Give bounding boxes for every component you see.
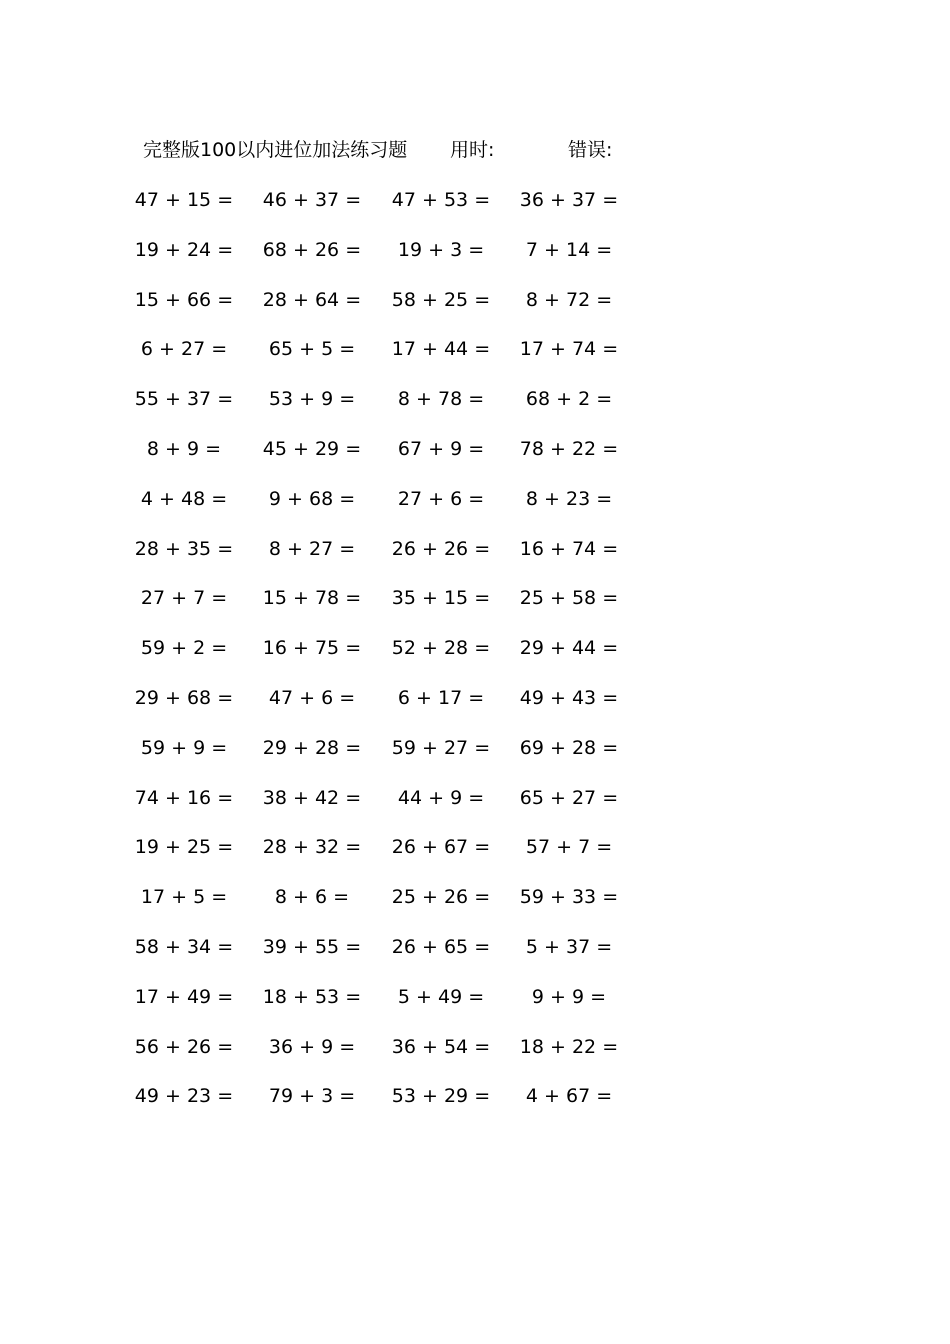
problem-cell: 53 + 9 = — [268, 388, 356, 411]
problem-row — [0, 334, 950, 364]
problem-cell: 28 + 32 = — [262, 836, 362, 859]
problem-cell: 29 + 68 = — [134, 687, 234, 709]
problem-cell: 4 + 67 = — [525, 1085, 613, 1108]
problem-cell: 5 + 49 = — [397, 985, 485, 1008]
problem-cell: 19 + 24 = — [134, 238, 234, 261]
problem-cell: 58 + 25 = — [391, 288, 491, 311]
problem-cell: 74 + 16 = — [134, 786, 234, 809]
problem-cell: 65 + 5 = — [268, 338, 356, 361]
problem-row — [0, 434, 950, 464]
problem-row — [0, 982, 950, 1012]
problem-cell: 29 + 44 = — [519, 637, 619, 660]
problem-cell: 18 + 53 = — [262, 985, 362, 1008]
problem-cell: 58 + 34 = — [134, 936, 234, 958]
problem-cell: 44 + 9 = — [397, 786, 485, 809]
time-used-label: 用时: — [450, 139, 495, 161]
problem-cell: 39 + 55 = — [262, 936, 362, 958]
problem-cell: 27 + 6 = — [397, 487, 485, 510]
problem-cell: 59 + 27 = — [391, 736, 491, 759]
problem-cell: 65 + 27 = — [519, 786, 619, 809]
problem-row — [0, 534, 950, 564]
problem-cell: 36 + 9 = — [268, 1035, 356, 1058]
problem-row — [0, 733, 950, 763]
problem-cell: 29 + 28 = — [262, 736, 362, 759]
problem-cell: 16 + 75 = — [262, 637, 362, 660]
problem-cell: 47 + 53 = — [391, 189, 491, 211]
problem-cell: 47 + 6 = — [268, 687, 356, 709]
problem-cell: 16 + 74 = — [519, 537, 619, 560]
problem-cell: 8 + 9 = — [146, 438, 222, 460]
worksheet-header — [143, 136, 663, 164]
problem-cell: 53 + 29 = — [391, 1085, 491, 1108]
problem-cell: 15 + 66 = — [134, 288, 234, 311]
problem-cell: 8 + 27 = — [268, 537, 356, 560]
problem-cell: 38 + 42 = — [262, 786, 362, 809]
problem-cell: 55 + 37 = — [134, 388, 234, 411]
problem-cell: 49 + 23 = — [134, 1085, 234, 1108]
problem-cell: 19 + 3 = — [397, 238, 485, 261]
problem-cell: 79 + 3 = — [268, 1085, 356, 1108]
problem-cell: 26 + 67 = — [391, 836, 491, 859]
problem-cell: 8 + 6 = — [274, 886, 350, 909]
problem-cell: 6 + 27 = — [140, 338, 228, 361]
problem-cell: 25 + 26 = — [391, 886, 491, 909]
problem-cell: 4 + 48 = — [140, 487, 228, 510]
problem-cell: 19 + 25 = — [134, 836, 234, 859]
problem-cell: 57 + 7 = — [525, 836, 613, 859]
problem-cell: 68 + 26 = — [262, 238, 362, 261]
problem-cell: 52 + 28 = — [391, 637, 491, 660]
problem-cell: 18 + 22 = — [519, 1035, 619, 1058]
problem-cell: 56 + 26 = — [134, 1035, 234, 1058]
problem-cell: 49 + 43 = — [519, 687, 619, 709]
problem-cell: 47 + 15 = — [134, 189, 234, 211]
problem-cell: 36 + 37 = — [519, 189, 619, 211]
problem-cell: 28 + 64 = — [262, 288, 362, 311]
problem-cell: 8 + 72 = — [525, 288, 613, 311]
problem-cell: 9 + 68 = — [268, 487, 356, 510]
problem-row — [0, 832, 950, 862]
problem-cell: 8 + 78 = — [397, 388, 485, 411]
problem-cell: 17 + 44 = — [391, 338, 491, 361]
problem-cell: 78 + 22 = — [519, 438, 619, 460]
problem-cell: 28 + 35 = — [134, 537, 234, 560]
problem-cell: 59 + 2 = — [140, 637, 228, 660]
problem-row — [0, 235, 950, 265]
problem-row — [0, 583, 950, 613]
problem-cell: 46 + 37 = — [262, 189, 362, 211]
problem-cell: 17 + 74 = — [519, 338, 619, 361]
problem-cell: 67 + 9 = — [397, 438, 485, 460]
problem-cell: 7 + 14 = — [525, 238, 613, 261]
worksheet-title: 完整版100以内进位加法练习题 — [143, 139, 408, 161]
problem-cell: 45 + 29 = — [262, 438, 362, 460]
problem-row — [0, 882, 950, 912]
problem-cell: 26 + 65 = — [391, 936, 491, 958]
problem-row — [0, 285, 950, 315]
problem-cell: 27 + 7 = — [140, 587, 228, 610]
problem-cell: 8 + 23 = — [525, 487, 613, 510]
problem-row — [0, 783, 950, 813]
problem-cell: 6 + 17 = — [397, 687, 485, 709]
problem-cell: 9 + 9 = — [531, 985, 607, 1008]
problem-row — [0, 683, 950, 713]
problem-row — [0, 1081, 950, 1111]
problem-cell: 59 + 9 = — [140, 736, 228, 759]
problem-cell: 35 + 15 = — [391, 587, 491, 610]
problem-row — [0, 384, 950, 414]
problem-cell: 25 + 58 = — [519, 587, 619, 610]
problem-row — [0, 185, 950, 215]
problem-cell: 59 + 33 = — [519, 886, 619, 909]
problem-row — [0, 1032, 950, 1062]
problem-cell: 5 + 37 = — [525, 936, 613, 958]
error-count-label: 错误: — [568, 139, 613, 161]
problem-row — [0, 633, 950, 663]
problem-cell: 68 + 2 = — [525, 388, 613, 411]
problem-cell: 26 + 26 = — [391, 537, 491, 560]
problem-row — [0, 484, 950, 514]
problem-cell: 15 + 78 = — [262, 587, 362, 610]
problem-cell: 69 + 28 = — [519, 736, 619, 759]
problem-cell: 17 + 49 = — [134, 985, 234, 1008]
problem-cell: 36 + 54 = — [391, 1035, 491, 1058]
problem-row — [0, 932, 950, 962]
problem-cell: 17 + 5 = — [140, 886, 228, 909]
